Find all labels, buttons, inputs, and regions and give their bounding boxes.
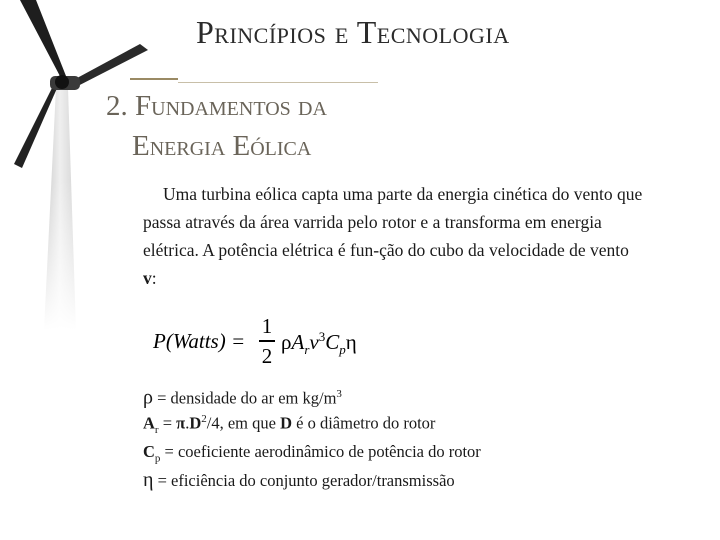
slide-title: Princípios e Tecnologia [196,14,510,50]
section-heading-line1: 2. Fundamentos da [106,90,327,122]
velocity-variable: v [143,268,152,288]
formula-rhs: $\rho A_rv^3C_p\eta$ [281,329,357,358]
divider-rule [130,78,178,80]
formula-lhs: P(Watts) = [153,329,246,353]
divider-rule-thin [178,82,378,83]
definition-rho: ρ = densidade do ar em $kg/m^3$ [143,386,342,409]
intro-text: Uma turbina eólica capta uma parte da energia cinética do vento que passa através da área varrida pelo rotor e a transforma em energia elétrica. A potência elétrica é fun-ção do cubo da velocidade de vento [143,184,643,260]
section-heading [106,86,327,166]
fraction-numerator: 1 [261,314,273,338]
intro-end: : [151,268,157,288]
definition-area: $A_r = \pi.D^2/4$, em que D é o diâmetro do rotor [143,413,436,436]
fraction-denominator: 2 [261,343,273,368]
fraction-bar [259,340,275,342]
intro-paragraph [143,180,643,292]
section-heading-line2: Energia Eólica [132,130,312,162]
definitions-list [143,384,481,492]
definition-cp: $C_p$ = coeficiente aerodinâmico de potência do rotor [143,442,481,465]
formula-fraction [259,314,275,368]
definition-eta: η = eficiência do conjunto gerador/transmissão [143,469,455,492]
